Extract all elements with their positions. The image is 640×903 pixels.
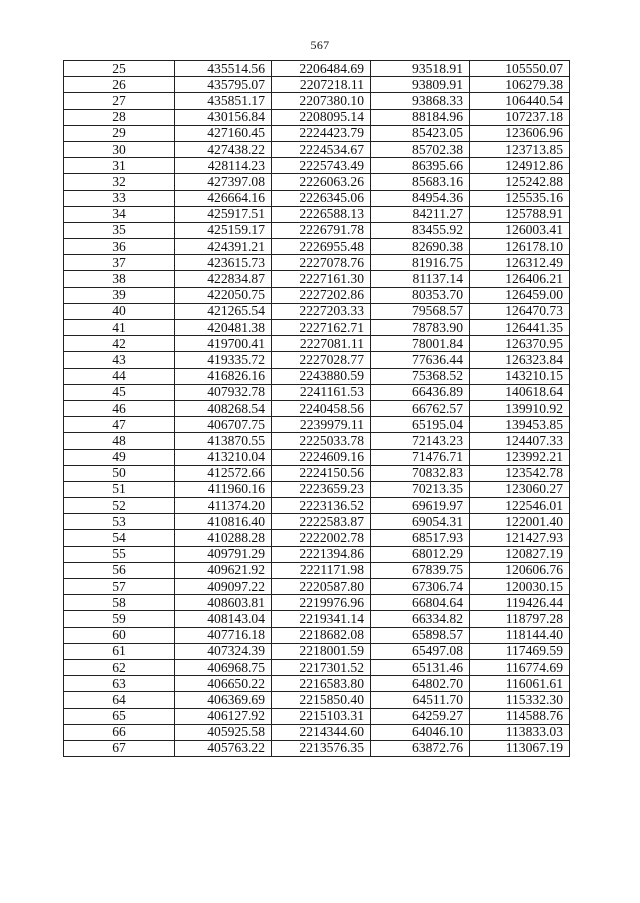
point-number: 44 bbox=[64, 368, 175, 384]
coord-y2-cell: 107237.18 bbox=[470, 109, 570, 125]
coord-y-cell: 2222002.78 bbox=[272, 530, 371, 546]
point-number: 41 bbox=[64, 320, 175, 336]
table-row bbox=[64, 449, 570, 465]
coord-x-cell: 421265.54 bbox=[175, 303, 272, 319]
coord-x2-cell: 65497.08 bbox=[371, 643, 470, 659]
table-row bbox=[64, 174, 570, 190]
coord-x-cell: 416826.16 bbox=[175, 368, 272, 384]
coord-x-cell: 424391.21 bbox=[175, 239, 272, 255]
coord-x-cell: 422834.87 bbox=[175, 271, 272, 287]
point-number: 60 bbox=[64, 627, 175, 643]
coord-x2-cell: 66804.64 bbox=[371, 595, 470, 611]
coord-y2-cell: 116774.69 bbox=[470, 659, 570, 675]
table-row bbox=[64, 368, 570, 384]
coord-x2-cell: 66436.89 bbox=[371, 384, 470, 400]
coord-x-cell: 407324.39 bbox=[175, 643, 272, 659]
coord-y2-cell: 113067.19 bbox=[470, 740, 570, 756]
table-row bbox=[64, 465, 570, 481]
coord-x2-cell: 68517.93 bbox=[371, 530, 470, 546]
point-number: 39 bbox=[64, 287, 175, 303]
coord-y-cell: 2216583.80 bbox=[272, 676, 371, 692]
coord-y2-cell: 118144.40 bbox=[470, 627, 570, 643]
coord-y-cell: 2221394.86 bbox=[272, 546, 371, 562]
coord-y-cell: 2219976.96 bbox=[272, 595, 371, 611]
coord-x2-cell: 85702.38 bbox=[371, 141, 470, 157]
coord-y2-cell: 117469.59 bbox=[470, 643, 570, 659]
coord-x2-cell: 78001.84 bbox=[371, 336, 470, 352]
point-number: 67 bbox=[64, 740, 175, 756]
coord-y2-cell: 120030.15 bbox=[470, 579, 570, 595]
table-row bbox=[64, 530, 570, 546]
coord-x-cell: 406369.69 bbox=[175, 692, 272, 708]
point-number: 47 bbox=[64, 417, 175, 433]
coord-y-cell: 2243880.59 bbox=[272, 368, 371, 384]
coord-y2-cell: 126406.21 bbox=[470, 271, 570, 287]
table-row bbox=[64, 61, 570, 77]
coord-y2-cell: 126323.84 bbox=[470, 352, 570, 368]
coord-y2-cell: 125788.91 bbox=[470, 206, 570, 222]
coord-y-cell: 2206484.69 bbox=[272, 61, 371, 77]
coord-y-cell: 2225743.49 bbox=[272, 158, 371, 174]
coord-x2-cell: 63872.76 bbox=[371, 740, 470, 756]
table-row bbox=[64, 433, 570, 449]
coord-x2-cell: 65131.46 bbox=[371, 659, 470, 675]
coord-x2-cell: 68012.29 bbox=[371, 546, 470, 562]
coord-y-cell: 2224423.79 bbox=[272, 125, 371, 141]
coord-x2-cell: 66334.82 bbox=[371, 611, 470, 627]
table-row bbox=[64, 158, 570, 174]
coord-y-cell: 2227078.76 bbox=[272, 255, 371, 271]
coord-x2-cell: 67839.75 bbox=[371, 562, 470, 578]
coord-y2-cell: 123542.78 bbox=[470, 465, 570, 481]
coord-x2-cell: 67306.74 bbox=[371, 579, 470, 595]
coord-y2-cell: 121427.93 bbox=[470, 530, 570, 546]
coord-y2-cell: 123060.27 bbox=[470, 481, 570, 497]
coord-x-cell: 405925.58 bbox=[175, 724, 272, 740]
coord-x-cell: 411960.16 bbox=[175, 481, 272, 497]
coord-x2-cell: 93868.33 bbox=[371, 93, 470, 109]
coord-y2-cell: 139453.85 bbox=[470, 417, 570, 433]
point-number: 64 bbox=[64, 692, 175, 708]
coord-y-cell: 2223136.52 bbox=[272, 498, 371, 514]
coord-x-cell: 435514.56 bbox=[175, 61, 272, 77]
coord-x2-cell: 66762.57 bbox=[371, 400, 470, 416]
table-row bbox=[64, 417, 570, 433]
point-number: 31 bbox=[64, 158, 175, 174]
point-number: 52 bbox=[64, 498, 175, 514]
table-row bbox=[64, 141, 570, 157]
coord-y2-cell: 124407.33 bbox=[470, 433, 570, 449]
table-row bbox=[64, 287, 570, 303]
point-number: 38 bbox=[64, 271, 175, 287]
point-number: 58 bbox=[64, 595, 175, 611]
coord-y2-cell: 114588.76 bbox=[470, 708, 570, 724]
table-row bbox=[64, 676, 570, 692]
coord-y2-cell: 113833.03 bbox=[470, 724, 570, 740]
coord-x-cell: 409621.92 bbox=[175, 562, 272, 578]
table-row bbox=[64, 384, 570, 400]
coord-y-cell: 2224534.67 bbox=[272, 141, 371, 157]
coord-x-cell: 435795.07 bbox=[175, 77, 272, 93]
point-number: 43 bbox=[64, 352, 175, 368]
table-row bbox=[64, 109, 570, 125]
point-number: 26 bbox=[64, 77, 175, 93]
coord-x-cell: 413870.55 bbox=[175, 433, 272, 449]
coord-x2-cell: 70832.83 bbox=[371, 465, 470, 481]
coord-y-cell: 2224150.56 bbox=[272, 465, 371, 481]
coord-x-cell: 406707.75 bbox=[175, 417, 272, 433]
coord-x-cell: 425917.51 bbox=[175, 206, 272, 222]
coord-y2-cell: 106440.54 bbox=[470, 93, 570, 109]
coord-x-cell: 425159.17 bbox=[175, 222, 272, 238]
table-row bbox=[64, 595, 570, 611]
coord-x-cell: 405763.22 bbox=[175, 740, 272, 756]
coord-x-cell: 410288.28 bbox=[175, 530, 272, 546]
coord-x2-cell: 82690.38 bbox=[371, 239, 470, 255]
coord-y2-cell: 126459.00 bbox=[470, 287, 570, 303]
coord-x2-cell: 85683.16 bbox=[371, 174, 470, 190]
coord-x-cell: 426664.16 bbox=[175, 190, 272, 206]
coord-x-cell: 409097.22 bbox=[175, 579, 272, 595]
coord-x2-cell: 81916.75 bbox=[371, 255, 470, 271]
coord-x-cell: 412572.66 bbox=[175, 465, 272, 481]
point-number: 63 bbox=[64, 676, 175, 692]
coord-y-cell: 2239979.11 bbox=[272, 417, 371, 433]
coord-x2-cell: 88184.96 bbox=[371, 109, 470, 125]
point-number: 55 bbox=[64, 546, 175, 562]
table-row bbox=[64, 692, 570, 708]
coord-x2-cell: 69619.97 bbox=[371, 498, 470, 514]
point-number: 36 bbox=[64, 239, 175, 255]
coord-y-cell: 2227162.71 bbox=[272, 320, 371, 336]
point-number: 53 bbox=[64, 514, 175, 530]
coord-y-cell: 2218682.08 bbox=[272, 627, 371, 643]
coord-y-cell: 2215103.31 bbox=[272, 708, 371, 724]
point-number: 51 bbox=[64, 481, 175, 497]
point-number: 48 bbox=[64, 433, 175, 449]
coord-y2-cell: 125242.88 bbox=[470, 174, 570, 190]
coord-y-cell: 2226791.78 bbox=[272, 222, 371, 238]
coord-x-cell: 411374.20 bbox=[175, 498, 272, 514]
coord-y2-cell: 125535.16 bbox=[470, 190, 570, 206]
coord-y-cell: 2219341.14 bbox=[272, 611, 371, 627]
point-number: 49 bbox=[64, 449, 175, 465]
point-number: 65 bbox=[64, 708, 175, 724]
table-row bbox=[64, 222, 570, 238]
table-row bbox=[64, 659, 570, 675]
table-row bbox=[64, 579, 570, 595]
coord-y2-cell: 106279.38 bbox=[470, 77, 570, 93]
coord-y2-cell: 122001.40 bbox=[470, 514, 570, 530]
coord-x2-cell: 77636.44 bbox=[371, 352, 470, 368]
coord-x2-cell: 93809.91 bbox=[371, 77, 470, 93]
coord-x2-cell: 64511.70 bbox=[371, 692, 470, 708]
coord-y2-cell: 139910.92 bbox=[470, 400, 570, 416]
point-number: 56 bbox=[64, 562, 175, 578]
table-row bbox=[64, 562, 570, 578]
table-row bbox=[64, 740, 570, 756]
table-row bbox=[64, 481, 570, 497]
coord-x-cell: 413210.04 bbox=[175, 449, 272, 465]
point-number: 25 bbox=[64, 61, 175, 77]
coord-y-cell: 2215850.40 bbox=[272, 692, 371, 708]
coord-x-cell: 406968.75 bbox=[175, 659, 272, 675]
coord-x2-cell: 65898.57 bbox=[371, 627, 470, 643]
coord-x-cell: 430156.84 bbox=[175, 109, 272, 125]
point-number: 29 bbox=[64, 125, 175, 141]
point-number: 50 bbox=[64, 465, 175, 481]
table-row bbox=[64, 724, 570, 740]
coord-x2-cell: 80353.70 bbox=[371, 287, 470, 303]
coord-y-cell: 2207218.11 bbox=[272, 77, 371, 93]
coord-y-cell: 2240458.56 bbox=[272, 400, 371, 416]
coord-x-cell: 420481.38 bbox=[175, 320, 272, 336]
table-row bbox=[64, 77, 570, 93]
coord-x2-cell: 75368.52 bbox=[371, 368, 470, 384]
coord-y-cell: 2207380.10 bbox=[272, 93, 371, 109]
coord-x2-cell: 64802.70 bbox=[371, 676, 470, 692]
point-number: 57 bbox=[64, 579, 175, 595]
coord-x2-cell: 70213.35 bbox=[371, 481, 470, 497]
table-row bbox=[64, 352, 570, 368]
coord-y-cell: 2214344.60 bbox=[272, 724, 371, 740]
coord-x-cell: 428114.23 bbox=[175, 158, 272, 174]
coord-y-cell: 2227202.86 bbox=[272, 287, 371, 303]
table-row bbox=[64, 255, 570, 271]
table-row bbox=[64, 400, 570, 416]
coord-x2-cell: 64046.10 bbox=[371, 724, 470, 740]
coord-x-cell: 407932.78 bbox=[175, 384, 272, 400]
coord-y2-cell: 115332.30 bbox=[470, 692, 570, 708]
coord-y2-cell: 126178.10 bbox=[470, 239, 570, 255]
table-row bbox=[64, 627, 570, 643]
coord-y-cell: 2226588.13 bbox=[272, 206, 371, 222]
table-row bbox=[64, 546, 570, 562]
coord-y2-cell: 123992.21 bbox=[470, 449, 570, 465]
coord-x2-cell: 84954.36 bbox=[371, 190, 470, 206]
table-row bbox=[64, 643, 570, 659]
coord-x-cell: 409791.29 bbox=[175, 546, 272, 562]
coord-y-cell: 2226063.26 bbox=[272, 174, 371, 190]
coord-y2-cell: 118797.28 bbox=[470, 611, 570, 627]
table-row bbox=[64, 708, 570, 724]
table-row bbox=[64, 271, 570, 287]
coord-x2-cell: 84211.27 bbox=[371, 206, 470, 222]
coord-y2-cell: 122546.01 bbox=[470, 498, 570, 514]
coord-y-cell: 2227081.11 bbox=[272, 336, 371, 352]
coord-x-cell: 408268.54 bbox=[175, 400, 272, 416]
point-number: 61 bbox=[64, 643, 175, 659]
coord-y-cell: 2241161.53 bbox=[272, 384, 371, 400]
coord-x2-cell: 65195.04 bbox=[371, 417, 470, 433]
coord-y2-cell: 120827.19 bbox=[470, 546, 570, 562]
point-number: 54 bbox=[64, 530, 175, 546]
coord-x-cell: 407716.18 bbox=[175, 627, 272, 643]
coord-y2-cell: 116061.61 bbox=[470, 676, 570, 692]
point-number: 27 bbox=[64, 93, 175, 109]
coord-x2-cell: 78783.90 bbox=[371, 320, 470, 336]
coord-x-cell: 408143.04 bbox=[175, 611, 272, 627]
table-row bbox=[64, 320, 570, 336]
table-row bbox=[64, 239, 570, 255]
coord-x2-cell: 86395.66 bbox=[371, 158, 470, 174]
coord-y-cell: 2227028.77 bbox=[272, 352, 371, 368]
coord-x2-cell: 71476.71 bbox=[371, 449, 470, 465]
table-row bbox=[64, 336, 570, 352]
coord-x2-cell: 79568.57 bbox=[371, 303, 470, 319]
table-row bbox=[64, 303, 570, 319]
data-table bbox=[63, 60, 570, 757]
coord-x-cell: 406127.92 bbox=[175, 708, 272, 724]
table-row bbox=[64, 206, 570, 222]
table-row bbox=[64, 611, 570, 627]
coord-y-cell: 2208095.14 bbox=[272, 109, 371, 125]
coord-y2-cell: 126470.73 bbox=[470, 303, 570, 319]
coord-x2-cell: 69054.31 bbox=[371, 514, 470, 530]
coord-y-cell: 2226955.48 bbox=[272, 239, 371, 255]
coord-x-cell: 427438.22 bbox=[175, 141, 272, 157]
coord-x-cell: 435851.17 bbox=[175, 93, 272, 109]
coord-y2-cell: 143210.15 bbox=[470, 368, 570, 384]
point-number: 30 bbox=[64, 141, 175, 157]
coord-x-cell: 427397.08 bbox=[175, 174, 272, 190]
coord-x-cell: 427160.45 bbox=[175, 125, 272, 141]
point-number: 35 bbox=[64, 222, 175, 238]
table-row bbox=[64, 93, 570, 109]
coord-x-cell: 422050.75 bbox=[175, 287, 272, 303]
coord-x-cell: 423615.73 bbox=[175, 255, 272, 271]
coord-x-cell: 410816.40 bbox=[175, 514, 272, 530]
coord-y-cell: 2217301.52 bbox=[272, 659, 371, 675]
coord-x2-cell: 72143.23 bbox=[371, 433, 470, 449]
coord-x-cell: 419700.41 bbox=[175, 336, 272, 352]
coord-y2-cell: 126441.35 bbox=[470, 320, 570, 336]
point-number: 46 bbox=[64, 400, 175, 416]
coord-y-cell: 2222583.87 bbox=[272, 514, 371, 530]
point-number: 66 bbox=[64, 724, 175, 740]
coord-y-cell: 2226345.06 bbox=[272, 190, 371, 206]
table-row bbox=[64, 125, 570, 141]
table-row bbox=[64, 190, 570, 206]
coord-y-cell: 2213576.35 bbox=[272, 740, 371, 756]
coord-y2-cell: 126370.95 bbox=[470, 336, 570, 352]
coord-x2-cell: 93518.91 bbox=[371, 61, 470, 77]
point-number: 59 bbox=[64, 611, 175, 627]
coord-x2-cell: 83455.92 bbox=[371, 222, 470, 238]
coord-y-cell: 2221171.98 bbox=[272, 562, 371, 578]
coord-y2-cell: 120606.76 bbox=[470, 562, 570, 578]
table-row bbox=[64, 498, 570, 514]
point-number: 62 bbox=[64, 659, 175, 675]
coord-x2-cell: 85423.05 bbox=[371, 125, 470, 141]
point-number: 33 bbox=[64, 190, 175, 206]
coord-y2-cell: 140618.64 bbox=[470, 384, 570, 400]
table-body bbox=[64, 61, 570, 757]
coord-y-cell: 2225033.78 bbox=[272, 433, 371, 449]
coord-y-cell: 2224609.16 bbox=[272, 449, 371, 465]
coord-y-cell: 2220587.80 bbox=[272, 579, 371, 595]
coord-y2-cell: 124912.86 bbox=[470, 158, 570, 174]
coord-y2-cell: 123713.85 bbox=[470, 141, 570, 157]
coord-y-cell: 2227203.33 bbox=[272, 303, 371, 319]
coord-x2-cell: 81137.14 bbox=[371, 271, 470, 287]
coord-y-cell: 2227161.30 bbox=[272, 271, 371, 287]
page-number: 567 bbox=[310, 38, 330, 52]
coord-y2-cell: 126003.41 bbox=[470, 222, 570, 238]
point-number: 40 bbox=[64, 303, 175, 319]
point-number: 45 bbox=[64, 384, 175, 400]
coord-x-cell: 419335.72 bbox=[175, 352, 272, 368]
point-number: 37 bbox=[64, 255, 175, 271]
point-number: 28 bbox=[64, 109, 175, 125]
coord-y2-cell: 126312.49 bbox=[470, 255, 570, 271]
point-number: 32 bbox=[64, 174, 175, 190]
coord-x-cell: 406650.22 bbox=[175, 676, 272, 692]
coord-y2-cell: 105550.07 bbox=[470, 61, 570, 77]
point-number: 34 bbox=[64, 206, 175, 222]
point-number: 42 bbox=[64, 336, 175, 352]
coord-y2-cell: 123606.96 bbox=[470, 125, 570, 141]
coord-y-cell: 2218001.59 bbox=[272, 643, 371, 659]
coord-y2-cell: 119426.44 bbox=[470, 595, 570, 611]
coord-x2-cell: 64259.27 bbox=[371, 708, 470, 724]
coord-y-cell: 2223659.23 bbox=[272, 481, 371, 497]
coord-x-cell: 408603.81 bbox=[175, 595, 272, 611]
table-row bbox=[64, 514, 570, 530]
